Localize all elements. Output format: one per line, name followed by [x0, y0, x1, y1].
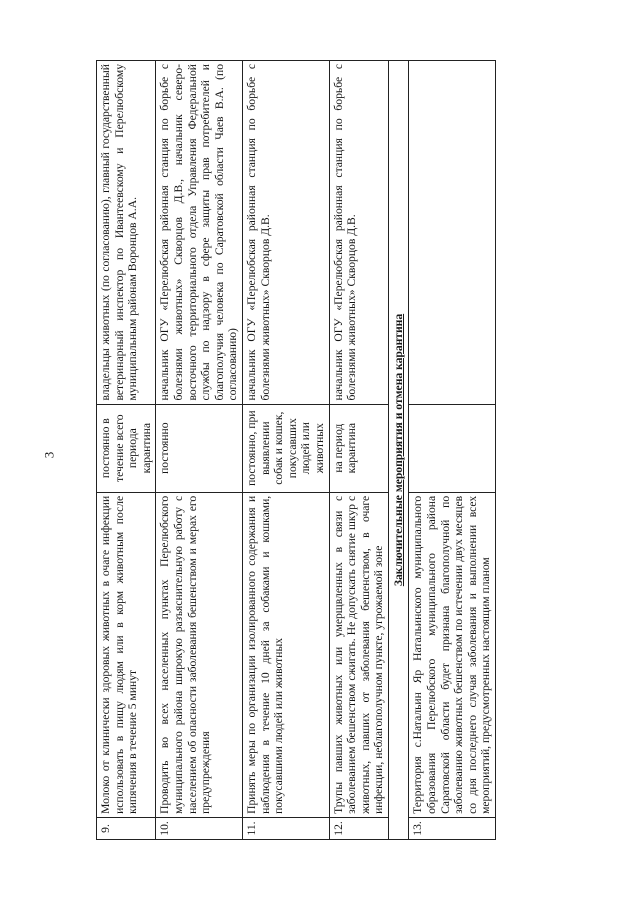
- responsible-cell: начальник ОГУ «Перелюбская районная станция по борьбе с болезнями животных» Скворцов Д.В.: [242, 61, 329, 405]
- row-number: 13.: [409, 817, 496, 839]
- responsible-cell: владельцы животных (по согласованию), главный государственный ветеринарный инспектор по Ивантеевскому и Перелюбскому муниципальным районам Воронцов А.А.: [97, 61, 156, 405]
- responsible-cell: [409, 61, 496, 405]
- responsible-cell: начальник ОГУ «Перелюбская районная станция по борьбе с болезнями животных» Скворцов Д.В.: [329, 61, 388, 405]
- rotated-table-container: [96, 60, 493, 840]
- responsible-cell: начальник ОГУ «Перелюбская районная станция по борьбе с болезнями животных» Скворцов Д.В., начальник северо-восточного территориального отдела Управления Федеральной службы по надзору в сфере защиты прав потребителей и благополучия человека по Саратовской области Чаев В.А. (по согласованию): [156, 61, 243, 405]
- action-cell: Проводить во всех населенных пунктах Перелюбского муниципального района широкую разъяснительную работу с населением об опасности заболевания бешенством и мерах его предупреждения: [156, 492, 243, 817]
- term-cell: постоянно: [156, 404, 243, 492]
- term-cell: на период карантина: [329, 404, 388, 492]
- row-number: 12.: [329, 817, 388, 839]
- section-header-row: [388, 61, 409, 840]
- table-row: [409, 61, 496, 840]
- section-title: Заключительные мероприятия и отмена карантина: [388, 61, 409, 840]
- action-cell: Молоко от клинически здоровых животных в очаге инфекции использовать в пищу людям или в корм животным после кипячения в течение 5 минут: [97, 492, 156, 817]
- term-cell: постоянно, при выявлении собак и кошек, покусавших людей или животных: [242, 404, 329, 492]
- term-cell: постоянно в течение всего периода карантина: [97, 404, 156, 492]
- row-number: 9.: [97, 817, 156, 839]
- table-row: [97, 61, 156, 840]
- action-cell: Принять меры по организации изолированного содержания и наблюдения в течение 10 дней за собаками и кошками, покусавшими людей или животных: [242, 492, 329, 817]
- action-cell: Трупы павших животных или умерщвленных в связи с заболеванием бешенством сжигать. Не допускать снятие шкур с животных, павших от заболевания бешенством, в очаге инфекции, неблагополучном пункте, угрожаемой зоне: [329, 492, 388, 817]
- action-cell: Территория с.Натальин Яр Натальинского муниципального образования Перелюбского муниципального района Саратовской области будет признана благополучной по заболеванию животных бешенством по истечении двух месяцев со дня последнего случая заболевания и выполнении всех мероприятий, предусмотренных настоящим планом: [409, 492, 496, 817]
- row-number: 10.: [156, 817, 243, 839]
- page-number: 3: [41, 451, 57, 459]
- term-cell: [409, 404, 496, 492]
- table-row: [156, 61, 243, 840]
- row-number: 11.: [242, 817, 329, 839]
- table-row: [242, 61, 329, 840]
- table-row: [329, 61, 388, 840]
- measures-table: [96, 60, 496, 840]
